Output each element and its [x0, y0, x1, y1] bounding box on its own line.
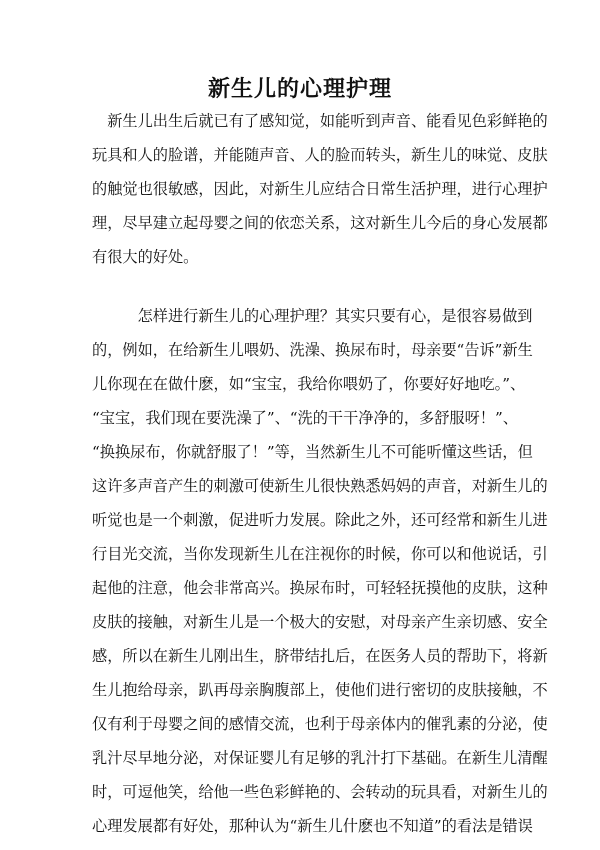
paragraph-2-line: 乳汁尽早地分泌，对保证婴儿有足够的乳汁打下基础。在新生儿清醒 — [92, 749, 548, 767]
paragraph-1-line: 有很大的好处。 — [92, 248, 199, 266]
paragraph-2-line: 怎样进行新生儿的心理护理？其实只要有心，是很容易做到 — [92, 307, 533, 325]
paragraph-2-line: 感，所以在新生儿刚出生，脐带结扎后，在医务人员的帮助下，将新 — [92, 647, 548, 665]
paragraph-1-line: 新生儿出生后就已有了感知觉，如能听到声音、能看见色彩鲜艳的 — [92, 112, 548, 130]
paragraph-2-line: “宝宝，我们现在要洗澡了”、“洗的干干净净的，多舒服呀！”、 — [92, 409, 518, 427]
paragraph-2-line: 时，可逗他笑，给他一些色彩鲜艳的、会转动的玩具看，对新生儿的 — [92, 783, 548, 801]
paragraph-2-line: 起他的注意，他会非常高兴。换尿布时，可轻轻抚摸他的皮肤，这种 — [92, 579, 548, 597]
paragraph-2-line: 听觉也是一个刺激，促进听力发展。除此之外，还可经常和新生儿进 — [92, 511, 548, 529]
paragraph-2-line: 这许多声音产生的刺激可使新生儿很快熟悉妈妈的声音，对新生儿的 — [92, 477, 548, 495]
document-title: 新生儿的心理护理 — [207, 76, 392, 102]
paragraph-2-line: “换换尿布，你就舒服了！”等，当然新生儿不可能听懂这些话，但 — [92, 443, 533, 461]
paragraph-2-line: 的，例如，在给新生儿喂奶、洗澡、换尿布时，母亲要“告诉”新生 — [92, 341, 533, 359]
paragraph-2-line: 心理发展都有好处，那种认为“新生儿什麽也不知道”的看法是错误 — [92, 817, 533, 835]
paragraph-1-line: 的触觉也很敏感，因此，对新生儿应结合日常生活护理，进行心理护 — [92, 180, 548, 198]
paragraph-1-line: 理，尽早建立起母婴之间的依恋关系，这对新生儿今后的身心发展都 — [92, 214, 548, 232]
paragraph-2-line: 仅有利于母婴之间的感情交流，也利于母亲体内的催乳素的分泌，使 — [92, 715, 548, 733]
paragraph-2-line: 皮肤的接触，对新生儿是一个极大的安慰，对母亲产生亲切感、安全 — [92, 613, 548, 631]
paragraph-2-line: 生儿抱给母亲，趴再母亲胸腹部上，使他们进行密切的皮肤接触，不 — [92, 681, 548, 699]
paragraph-2-line: 儿你现在在做什麽，如“宝宝，我给你喂奶了，你要好好地吃。”、 — [92, 375, 526, 393]
paragraph-1-line: 玩具和人的脸谱，并能随声音、人的脸而转头，新生儿的味觉、皮肤 — [92, 146, 548, 164]
paragraph-2-line: 行目光交流，当你发现新生儿在注视你的时候，你可以和他说话，引 — [92, 545, 548, 563]
